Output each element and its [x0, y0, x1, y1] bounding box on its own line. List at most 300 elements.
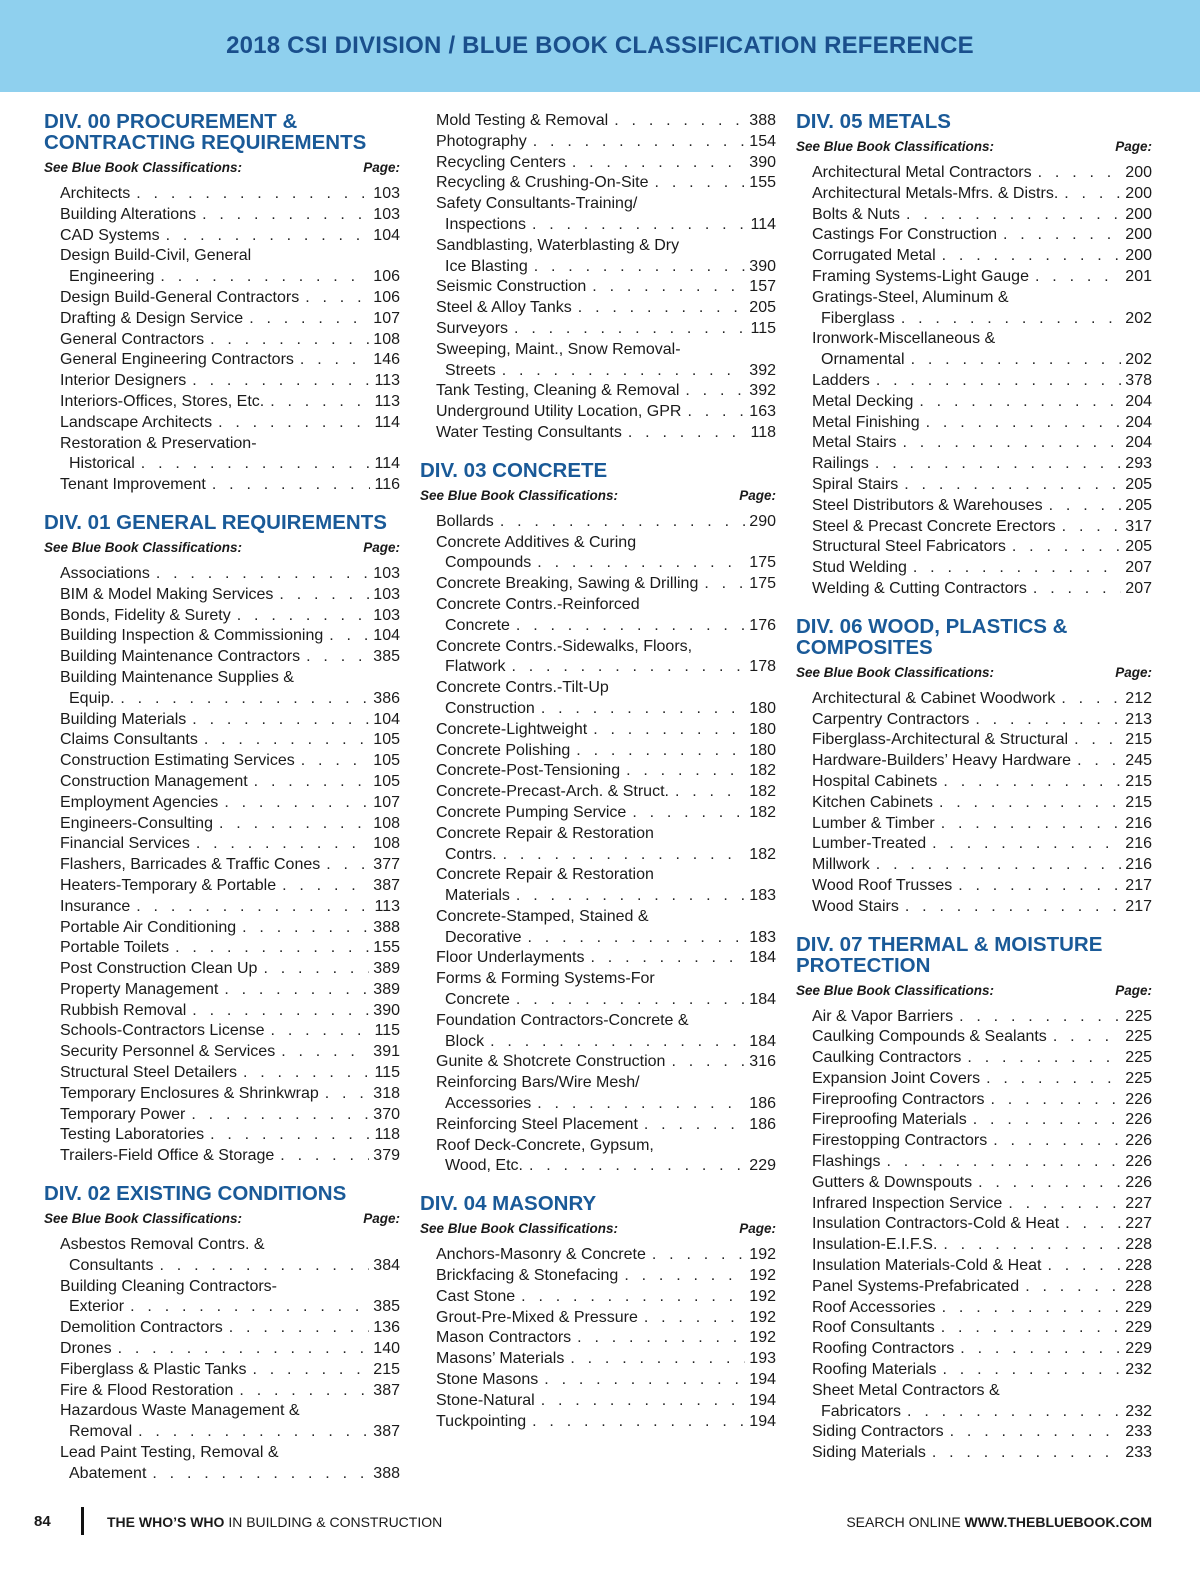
page-number-ref: 216: [1125, 814, 1152, 832]
dot-leader: [329, 626, 369, 647]
page-number-ref: 106: [373, 288, 400, 306]
classification-entry: [812, 267, 1152, 288]
classification-name: Asbestos Removal Contrs. &: [60, 1236, 265, 1254]
page-number-ref: 290: [749, 512, 776, 530]
classification-name: Lumber & Timber: [812, 814, 935, 832]
page-number-ref: 193: [749, 1350, 776, 1368]
classification-name: Fiberglass & Plastic Tanks: [60, 1360, 247, 1378]
division-title: [420, 1193, 776, 1214]
classification-entry: [812, 876, 1152, 897]
dot-leader: [919, 392, 1121, 413]
dot-leader: [537, 1094, 745, 1115]
classification-subheader: [44, 160, 400, 176]
page-number-ref: 390: [373, 1001, 400, 1019]
classification-entry: [436, 907, 776, 949]
page-number-ref: 226: [1125, 1132, 1152, 1150]
classification-entry: [436, 865, 776, 907]
classification-name: Fabricators: [821, 1402, 902, 1420]
page-number-ref: 229: [1125, 1340, 1152, 1358]
classification-name: Underground Utility Location, GPR: [436, 403, 682, 421]
dot-leader: [991, 1090, 1122, 1111]
classification-entry: [812, 751, 1152, 772]
page-number-ref: 293: [1125, 455, 1152, 473]
classification-entry: [436, 637, 776, 679]
page-number-ref: 103: [373, 205, 400, 223]
page-number-ref: 155: [749, 174, 776, 192]
classification-name: Roof Accessories: [812, 1298, 936, 1316]
classification-label: See Blue Book Classifications:: [796, 664, 995, 680]
classification-name: Tuckpointing: [436, 1412, 527, 1430]
classification-name: Bollards: [436, 512, 494, 530]
page-number-ref: 217: [1125, 897, 1152, 915]
dot-leader: [644, 1115, 745, 1136]
classification-name: Building Materials: [60, 710, 187, 728]
classification-name: Insurance: [60, 897, 131, 915]
classification-name: Concrete Contrs.-Tilt-Up: [436, 679, 609, 697]
classification-name: Contrs.: [445, 845, 497, 863]
classification-name: Employment Agencies: [60, 793, 219, 811]
classification-name: Concrete-Stamped, Stained &: [436, 907, 649, 925]
classification-name: Siding Contractors: [812, 1423, 944, 1441]
page-number-ref: 186: [749, 1115, 776, 1133]
classification-name: Temporary Enclosures & Shrinkwrap: [60, 1084, 319, 1102]
page-number-ref: 154: [749, 132, 776, 150]
dot-leader: [1064, 184, 1121, 205]
dot-leader: [210, 1125, 370, 1146]
classification-name: Concrete Contrs.-Sidewalks, Floors,: [436, 637, 693, 655]
dot-leader: [1062, 517, 1122, 538]
classification-entry: [436, 595, 776, 637]
dot-leader: [960, 1339, 1121, 1360]
dot-leader: [943, 1235, 1121, 1256]
classification-entry: [812, 371, 1152, 392]
classification-name: Structural Steel Detailers: [60, 1064, 237, 1082]
classification-name: Fire & Flood Restoration: [60, 1381, 234, 1399]
division-section: [796, 111, 1152, 600]
dot-leader: [876, 855, 1122, 876]
classification-name: Rubbish Removal: [60, 1001, 187, 1019]
classification-entry: [812, 454, 1152, 475]
classification-name: Testing Laboratories: [60, 1126, 205, 1144]
classification-name: Framing Systems-Light Gauge: [812, 267, 1029, 285]
classification-name: Wood Stairs: [812, 897, 899, 915]
dot-leader: [901, 309, 1121, 330]
dot-leader: [958, 876, 1121, 897]
dot-leader: [254, 772, 370, 793]
division-title-line: DIV. 04 MASONRY: [420, 1192, 597, 1216]
classification-entry: [436, 761, 776, 782]
division-title: [44, 512, 400, 533]
page-number-ref: 200: [1125, 247, 1152, 265]
page-number-ref: 227: [1125, 1215, 1152, 1233]
footer-search: [846, 1514, 1152, 1530]
classification-name: BIM & Model Making Services: [60, 585, 274, 603]
dot-leader: [306, 647, 369, 668]
classification-name: Architects: [60, 185, 131, 202]
dot-leader: [939, 793, 1121, 814]
classification-entry: [60, 918, 400, 939]
division-title: [44, 111, 400, 153]
classification-name: Sheet Metal Contractors &: [812, 1381, 1000, 1399]
division-section: [420, 1193, 776, 1432]
dot-leader: [270, 392, 370, 413]
classification-label: See Blue Book Classifications:: [44, 160, 243, 175]
classification-entry: [60, 1146, 400, 1167]
page-number-ref: 157: [749, 278, 776, 296]
classification-name: Portable Air Conditioning: [60, 918, 237, 936]
classification-name: Metal Decking: [812, 392, 914, 410]
dot-leader: [500, 512, 745, 533]
page-number-ref: 215: [1125, 772, 1152, 790]
page-number-ref: 200: [1125, 164, 1152, 181]
dot-leader: [904, 475, 1121, 496]
classification-entry: [60, 1318, 400, 1339]
column-2: [420, 111, 776, 1448]
classification-entry: [436, 319, 776, 340]
classification-entry: [60, 1339, 400, 1360]
classification-name: Roofing Materials: [812, 1361, 937, 1379]
classification-entry: [60, 855, 400, 876]
page-number-ref: 227: [1125, 1194, 1152, 1212]
page-number-ref: 140: [373, 1340, 400, 1358]
page-number-ref: 392: [749, 382, 776, 400]
classification-name: Concrete Pumping Service: [436, 803, 627, 821]
classification-name: Caulking Contractors: [812, 1049, 962, 1067]
classification-entry: [812, 1339, 1152, 1360]
classification-entry: [60, 793, 400, 814]
division-section: [420, 460, 776, 1178]
page-number-ref: 202: [1125, 309, 1152, 327]
classification-entry: [812, 1173, 1152, 1194]
dot-leader: [537, 553, 745, 574]
dot-leader: [943, 772, 1121, 793]
classification-name: Expansion Joint Covers: [812, 1069, 981, 1087]
classification-label: See Blue Book Classifications:: [44, 1211, 243, 1227]
classification-entry: [60, 371, 400, 392]
column-3: [796, 111, 1152, 1480]
page-number-ref: 183: [749, 887, 776, 905]
classification-entry: [60, 1277, 400, 1319]
classification-entry: [60, 751, 400, 772]
classification-name: Mold Testing & Removal: [436, 112, 609, 129]
classification-entry: [436, 402, 776, 423]
classification-name: Ornamental: [821, 351, 905, 369]
classification-entry: [60, 309, 400, 330]
dot-leader: [993, 1131, 1121, 1152]
page-number-ref: 392: [749, 361, 776, 379]
page-number-ref: 229: [1125, 1319, 1152, 1337]
classification-name: Air & Vapor Barriers: [812, 1007, 954, 1025]
page-number-ref: 118: [750, 423, 776, 441]
classification-name: Fiberglass-Architectural & Structural: [812, 731, 1069, 749]
classification-entry: [60, 980, 400, 1001]
page-number-ref: 104: [373, 627, 400, 645]
dot-leader: [136, 897, 370, 918]
footer-website-link[interactable]: WWW.THEBLUEBOOK.COM: [964, 1514, 1152, 1530]
classification-name: Temporary Power: [60, 1105, 186, 1123]
classification-name: Photography: [436, 132, 527, 150]
dot-leader: [1012, 537, 1121, 558]
page-number-ref: 216: [1125, 835, 1152, 853]
division-section: [796, 934, 1152, 1465]
page-number-ref: 233: [1125, 1444, 1152, 1462]
page-number-ref: 207: [1125, 579, 1152, 597]
classification-entry: [60, 668, 400, 710]
classification-list: [436, 111, 776, 444]
page-number-ref: 105: [373, 752, 400, 770]
page-number-ref: 202: [1125, 351, 1152, 369]
division-section: [44, 111, 400, 496]
classification-name: Castings For Construction: [812, 226, 997, 244]
dot-leader: [652, 1245, 745, 1266]
page-number-ref: 118: [374, 1126, 400, 1144]
page-number-ref: 103: [373, 606, 400, 624]
page-number-ref: 200: [1125, 184, 1152, 202]
classification-entry: [60, 1042, 400, 1063]
page-number-ref: 136: [373, 1319, 400, 1337]
dot-leader: [281, 1042, 369, 1063]
classification-name: Claims Consultants: [60, 731, 198, 749]
dot-leader: [156, 564, 369, 585]
classification-name: Schools-Contractors License: [60, 1022, 265, 1040]
classification-name: Trailers-Field Office & Storage: [60, 1147, 275, 1165]
page-number-ref: 391: [373, 1043, 400, 1061]
classification-name: Building Maintenance Supplies &: [60, 668, 294, 686]
page-number-ref: 108: [373, 814, 400, 832]
dot-leader: [218, 413, 370, 434]
dot-leader: [628, 423, 747, 444]
page-number-ref: 387: [373, 1423, 400, 1441]
classification-name: Water Testing Consultants: [436, 423, 622, 441]
classification-entry: [436, 969, 776, 1011]
dot-leader: [219, 814, 369, 835]
classification-entry: [436, 111, 776, 132]
dot-leader: [141, 454, 371, 475]
dot-leader: [516, 616, 745, 637]
classification-name: Ice Blasting: [445, 257, 528, 275]
classification-name: Concrete Breaking, Sawing & Drilling: [436, 575, 699, 593]
page-number-ref: 226: [1125, 1111, 1152, 1129]
division-title-line: CONTRACTING REQUIREMENTS: [44, 131, 367, 154]
division-title-line: DIV. 05 METALS: [796, 110, 951, 133]
classification-name: Property Management: [60, 980, 219, 998]
dot-leader: [942, 246, 1122, 267]
page-number-ref: 387: [373, 876, 400, 894]
classification-entry: [60, 585, 400, 606]
classification-name: Insulation-E.I.F.S.: [812, 1236, 938, 1254]
classification-entry: [60, 1105, 400, 1126]
classification-name: Metal Finishing: [812, 413, 920, 431]
page-number-ref: 175: [749, 575, 776, 593]
dot-leader: [1038, 163, 1122, 184]
dot-leader: [655, 173, 746, 194]
page-number-ref: 207: [1125, 559, 1152, 577]
classification-entry: [812, 1256, 1152, 1277]
classification-name: Heaters-Temporary & Portable: [60, 876, 277, 894]
page-footer: [0, 1505, 1200, 1535]
page-number: 84: [34, 1513, 51, 1530]
classification-name: Foundation Contractors-Concrete &: [436, 1011, 689, 1029]
classification-name: Safety Consultants-Training/: [436, 195, 638, 213]
classification-name: Design Build-Civil, General: [60, 247, 252, 265]
page-number-ref: 194: [749, 1371, 776, 1389]
classification-entry: [812, 897, 1152, 918]
division-title-line: DIV. 03 CONCRETE: [420, 458, 608, 482]
classification-entry: [812, 1131, 1152, 1152]
classification-entry: [436, 423, 776, 444]
classification-name: Firestopping Contractors: [812, 1132, 988, 1150]
classification-name: Concrete Repair & Restoration: [436, 824, 654, 842]
classification-name: Equip.: [69, 689, 115, 707]
dot-leader: [1053, 1027, 1121, 1048]
classification-entry: [436, 194, 776, 236]
classification-name: Tank Testing, Cleaning & Removal: [436, 382, 680, 400]
dot-leader: [875, 454, 1121, 475]
footer-publication-rest: IN BUILDING & CONSTRUCTION: [224, 1514, 443, 1530]
page-number-ref: 200: [1125, 226, 1152, 244]
classification-name: Concrete Repair & Restoration: [436, 866, 654, 884]
classification-name: Cast Stone: [436, 1287, 516, 1305]
footer-publication-bold: THE WHO’S WHO: [107, 1514, 225, 1530]
classification-entry: [812, 1318, 1152, 1339]
classification-entry: [812, 163, 1152, 184]
classification-entry: [436, 1115, 776, 1136]
dot-leader: [152, 1464, 369, 1485]
classification-name: Restoration & Preservation-: [60, 434, 257, 452]
page-column-label: Page:: [1115, 664, 1152, 680]
page-number-ref: 194: [749, 1412, 776, 1430]
classification-entry: [60, 1401, 400, 1443]
page-number-ref: 317: [1125, 517, 1152, 535]
dot-leader: [511, 657, 745, 678]
division-title-line: DIV. 01 GENERAL REQUIREMENTS: [44, 510, 387, 534]
column-1: [44, 111, 400, 1501]
page-number-ref: 316: [749, 1053, 776, 1071]
page-number-ref: 204: [1125, 413, 1152, 431]
dot-leader: [541, 1391, 746, 1412]
page-number-ref: 389: [373, 960, 400, 978]
dot-leader: [300, 350, 369, 371]
classification-list: [60, 564, 400, 1167]
classification-entry: [436, 678, 776, 720]
dot-leader: [950, 1422, 1122, 1443]
classification-name: Railings: [812, 455, 869, 473]
classification-subheader: [796, 983, 1152, 999]
page-number-ref: 215: [1125, 793, 1152, 811]
classification-name: Wood Roof Trusses: [812, 876, 953, 894]
page-number-ref: 385: [373, 648, 400, 666]
classification-subheader: [420, 1221, 776, 1237]
page-number-ref: 226: [1125, 1173, 1152, 1191]
classification-name: Architectural Metal Contractors: [812, 164, 1032, 181]
page-number-ref: 370: [373, 1105, 400, 1123]
classification-subheader: [420, 488, 776, 504]
classification-entry: [812, 814, 1152, 835]
classification-entry: [436, 277, 776, 298]
classification-list: [60, 1235, 400, 1485]
page-number-ref: 113: [374, 392, 400, 410]
classification-entry: [812, 834, 1152, 855]
classification-name: Reinforcing Bars/Wire Mesh/: [436, 1074, 640, 1092]
header-banner: [0, 0, 1200, 92]
classification-name: Ironwork-Miscellaneous &: [812, 330, 996, 348]
dot-leader: [224, 980, 369, 1001]
page-number-ref: 114: [750, 215, 776, 233]
classification-entry: [60, 959, 400, 980]
page-number-ref: 115: [374, 1022, 400, 1040]
classification-list: [812, 1007, 1152, 1465]
page-number-ref: 213: [1125, 710, 1152, 728]
classification-entry: [812, 1298, 1152, 1319]
page-number-ref: 200: [1125, 205, 1152, 223]
classification-entry: [436, 512, 776, 533]
classification-name: Corrugated Metal: [812, 247, 936, 265]
dot-leader: [671, 1052, 745, 1073]
page-number-ref: 103: [373, 185, 400, 202]
dot-leader: [503, 845, 746, 866]
page-number-ref: 201: [1125, 267, 1152, 285]
classification-entry: [60, 834, 400, 855]
dot-leader: [1033, 579, 1121, 600]
classification-entry: [812, 689, 1152, 710]
division-title-line: COMPOSITES: [796, 635, 933, 659]
dot-leader: [577, 1328, 745, 1349]
classification-name: Building Maintenance Contractors: [60, 648, 301, 666]
classification-name: Construction Estimating Services: [60, 752, 295, 770]
classification-entry: [436, 1287, 776, 1308]
dot-leader: [614, 111, 745, 132]
classification-name: Compounds: [445, 554, 532, 572]
page-number-ref: 229: [1125, 1298, 1152, 1316]
classification-name: Building Alterations: [60, 205, 197, 223]
classification-name: Welding & Cutting Contractors: [812, 579, 1027, 597]
page-number-ref: 182: [749, 783, 776, 801]
page-number-ref: 184: [749, 1032, 776, 1050]
classification-entry: [436, 1073, 776, 1115]
classification-name: Surveyors: [436, 319, 509, 337]
classification-name: Flashings: [812, 1153, 881, 1171]
page-number-ref: 114: [374, 413, 400, 431]
classification-name: Insulation Materials-Cold & Heat: [812, 1257, 1042, 1275]
classification-entry: [60, 938, 400, 959]
page-number-ref: 194: [749, 1391, 776, 1409]
page-number-ref: 389: [373, 980, 400, 998]
classification-entry: [812, 1152, 1152, 1173]
page-number-ref: 106: [373, 268, 400, 286]
classification-entry: [436, 782, 776, 803]
classification-entry: [812, 793, 1152, 814]
division-title-line: PROTECTION: [796, 953, 931, 977]
page-number-ref: 384: [373, 1256, 400, 1274]
dot-leader: [212, 475, 371, 496]
classification-name: Fireproofing Contractors: [812, 1090, 985, 1108]
classification-name: Building Inspection & Commissioning: [60, 627, 324, 645]
classification-entry: [812, 205, 1152, 226]
classification-entry: [60, 1235, 400, 1277]
dot-leader: [704, 574, 745, 595]
page-number-ref: 225: [1125, 1028, 1152, 1046]
classification-name: Abatement: [69, 1464, 147, 1482]
classification-name: Concrete Additives & Curing: [436, 533, 637, 551]
dot-leader: [1025, 1277, 1121, 1298]
classification-name: Construction: [445, 699, 535, 717]
dot-leader: [160, 1256, 370, 1277]
classification-name: Streets: [445, 361, 496, 379]
dot-leader: [932, 1443, 1121, 1464]
classification-name: Roofing Contractors: [812, 1340, 955, 1358]
classification-name: Structural Steel Fabricators: [812, 538, 1006, 556]
classification-entry: [812, 246, 1152, 267]
